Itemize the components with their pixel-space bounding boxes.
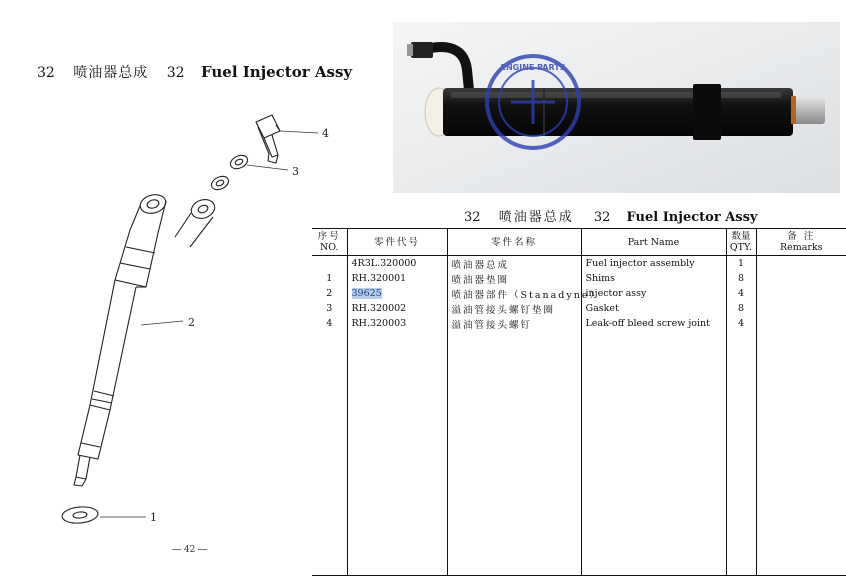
- part-code: RH.320003: [347, 316, 447, 331]
- part-code: [347, 286, 447, 301]
- table-title-chinese: 喷油器总成: [498, 210, 574, 225]
- leader-line-4: [280, 131, 318, 133]
- quantity: 4: [726, 316, 756, 331]
- table-filler-row: [312, 331, 846, 576]
- header-code: 零件代号: [347, 229, 447, 256]
- part-name-english: Gasket: [581, 301, 726, 316]
- table-row: [312, 316, 846, 331]
- section-title-chinese: 喷油器总成: [73, 65, 149, 81]
- quantity: 8: [726, 301, 756, 316]
- table-row: [312, 256, 846, 272]
- part-name-chinese: 溢油管接头螺钉: [447, 316, 581, 331]
- header-qty: 数量 QTY.: [726, 229, 756, 256]
- remarks: [756, 316, 846, 331]
- row-number: 1: [326, 273, 333, 284]
- remarks: [756, 256, 846, 272]
- page-title: [37, 62, 352, 82]
- callout-2: 2: [188, 316, 195, 329]
- callout-3: 3: [292, 165, 299, 178]
- bleed-screw-drawing: [256, 115, 280, 163]
- table-section-number: 32: [464, 210, 481, 225]
- part-name-chinese: 喷油器部件（Stanadyne）: [447, 286, 581, 301]
- header-no: 序号 NO.: [312, 229, 347, 256]
- table-row: [312, 271, 846, 286]
- callout-4: 4: [322, 127, 329, 140]
- quantity: 4: [726, 286, 756, 301]
- exploded-diagram: [40, 105, 340, 535]
- table-title: [464, 206, 757, 225]
- highlighted-part-code: 39625: [351, 288, 382, 299]
- header-remarks: 备 注 Remarks: [756, 229, 846, 256]
- row-number: 4: [326, 318, 333, 329]
- header-name-zh: 零件名称: [447, 229, 581, 256]
- remarks: [756, 301, 846, 316]
- leader-line-3: [247, 165, 288, 170]
- table-row: [312, 301, 846, 316]
- part-name-chinese: 喷油器垫圈: [447, 271, 581, 286]
- part-name-english: injector assy: [581, 286, 726, 301]
- part-code: RH.320002: [347, 301, 447, 316]
- row-number: 2: [326, 288, 333, 299]
- part-code: RH.320001: [347, 271, 447, 286]
- parts-table: [312, 228, 846, 576]
- row-number: [312, 256, 347, 272]
- washer-drawing: [209, 153, 249, 192]
- bottom-washer-drawing: [61, 505, 98, 524]
- header-part-name: Part Name: [581, 229, 726, 256]
- callout-1: 1: [150, 511, 157, 524]
- stamp-text: ENGINE PARTS: [500, 63, 566, 72]
- table-row: [312, 286, 846, 301]
- product-photo: [393, 22, 840, 193]
- page-number: 42: [172, 545, 207, 555]
- table-header-row: [312, 229, 846, 256]
- part-name-chinese: 溢油管接头螺钉垫圈: [447, 301, 581, 316]
- table-title-english: Fuel Injector Assy: [626, 210, 758, 225]
- remarks: [756, 286, 846, 301]
- table-section-number-en: 32: [593, 210, 611, 225]
- part-name-english: Leak-off bleed screw joint: [581, 316, 726, 331]
- part-name-english: Fuel injector assembly: [581, 256, 726, 272]
- part-name-chinese: 喷油器总成: [447, 256, 581, 272]
- section-number-en: 32: [166, 65, 185, 81]
- remarks: [756, 271, 846, 286]
- injector-body-drawing: [74, 192, 217, 486]
- section-title-english: Fuel Injector Assy: [201, 63, 353, 81]
- section-number: 32: [37, 65, 55, 81]
- row-number: 3: [326, 303, 333, 314]
- quantity: 8: [726, 271, 756, 286]
- leader-line-2: [141, 321, 183, 325]
- quantity: 1: [726, 256, 756, 272]
- part-code: 4R3L.320000: [347, 256, 447, 272]
- part-name-english: Shims: [581, 271, 726, 286]
